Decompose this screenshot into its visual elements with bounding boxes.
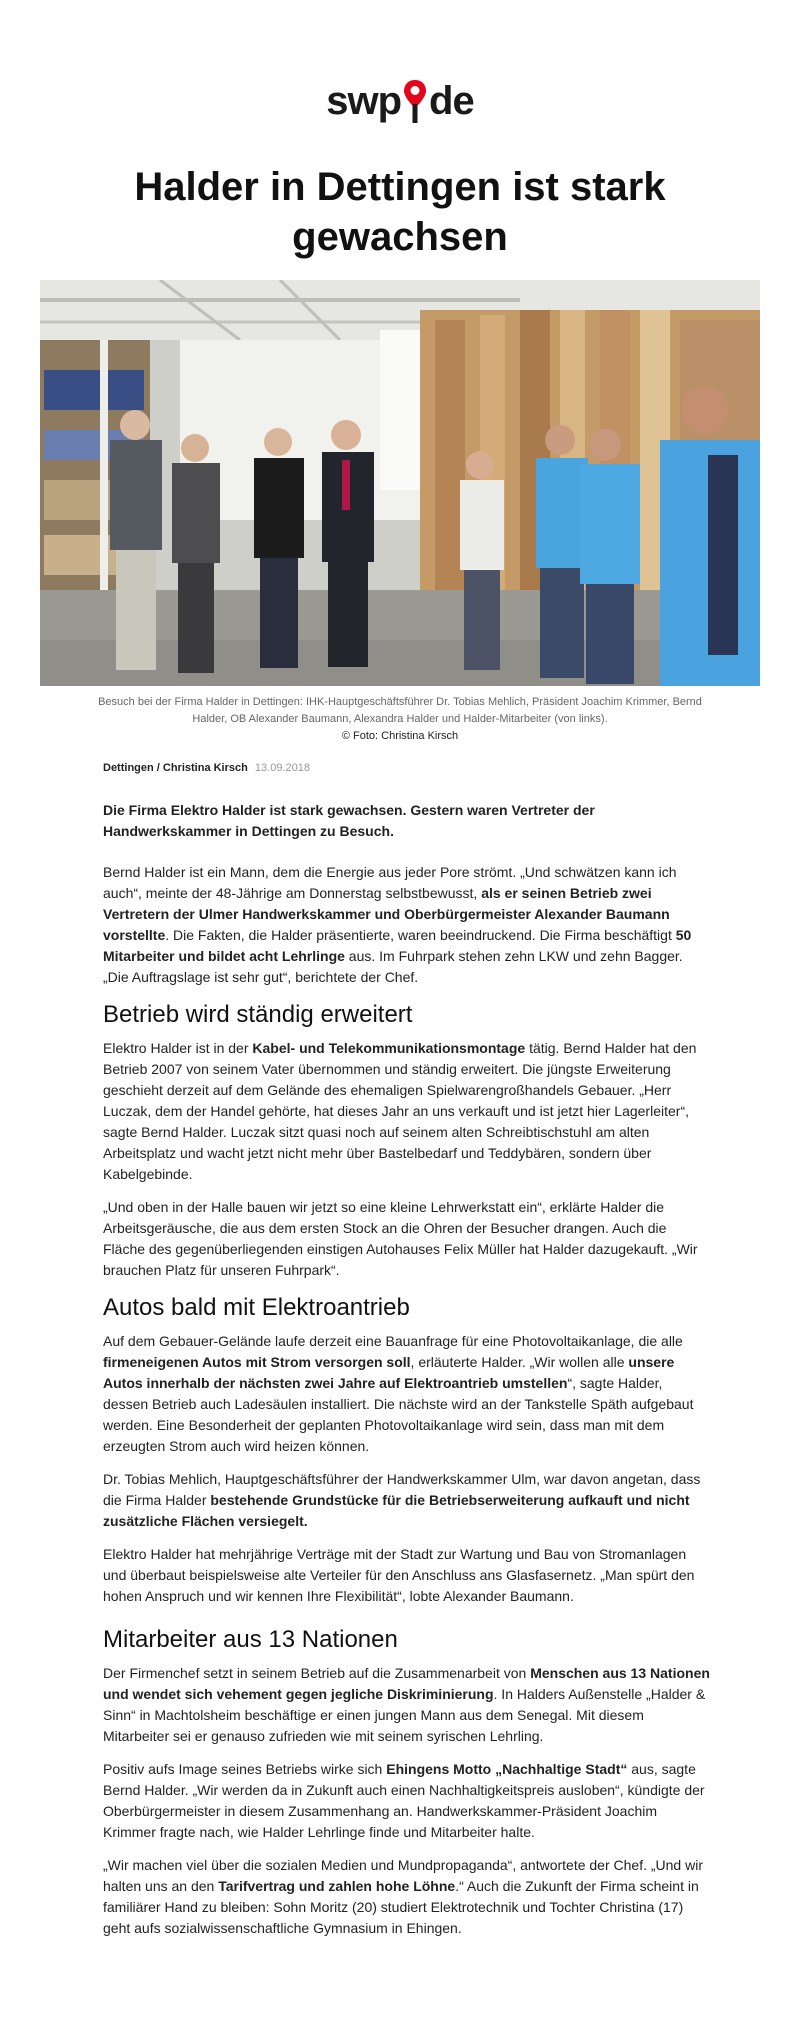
- caption-text: Besuch bei der Firma Halder in Dettingen: IHK-Hauptgeschäftsführer Dr. Tobias Mehlich, Präsident Joachim Krimmer, Bernd Halder, OB Alexander Baumann, Alexandra Halder und Halder-Mitarbeiter (von links).: [98, 696, 702, 725]
- paragraph-8-text-c: aus, sagte Bernd Halder. „Wir werden da in Zukunft auch einen Nachhaltigkeitspreis ausloben“, kündigte der Oberbürgermeister in diesem Zusammenhang an. Handwerkskammer-Präsident Joachim Krimmer fragte nach, wie Halder Lehrlinge finde und Mitarbeiter halte.: [103, 1761, 705, 1840]
- paragraph-8-text-a: Positiv aufs Image seines Betriebs wirke sich: [103, 1761, 387, 1777]
- paragraph-5-bold-b: bestehende Grundstücke für die Betriebserweiterung aufkauft und nicht zusätzliche Flächen versiegelt.: [103, 1492, 690, 1529]
- paragraph-8: [103, 1759, 711, 1843]
- logo-text-de: de: [429, 79, 474, 123]
- paragraph-7: [103, 1663, 711, 1747]
- paragraph-2-text-c: tätig. Bernd Halder hat den Betrieb 2007 von seinem Vater übernommen und ständig erweitert. Die jüngste Erweiterung geschieht derzeit auf dem Gelände des ehemaligen Spielwarengroßhandels Gebauer. „Herr Luczak, dem der Handel gehörte, hat dieses Jahr an uns verkauft und ist jetzt hier Lagerleiter“, sagte Bernd Halder. Luczak sitzt quasi noch auf seinem alten Schreibtischstuhl am alten Arbeitsplatz und wacht jetzt nicht mehr über Bastelbedarf und Teddybären, sondern über Kabelgebinde.: [103, 1040, 697, 1182]
- article-body: [103, 800, 711, 1951]
- paragraph-6: Elektro Halder hat mehrjährige Verträge mit der Stadt zur Wartung und Bau von Stromanlagen und überbaut beispielsweise alte Verteiler für den Anschluss ans Glasfasernetz. „Man spürt den hohen Anspruch und wir kennen Ihre Flexibilität“, lobte Alexander Baumann.: [103, 1546, 695, 1604]
- byline-author: Dettingen / Christina Kirsch: [103, 762, 248, 774]
- article-photo-image: [40, 280, 760, 686]
- paragraph-1: [103, 862, 711, 988]
- paragraph-4-text-e: “, sagte Halder, dessen Betrieb auch Ladesäulen installiert. Die nächste wird an der Tankstelle Späth aufgebaut werden. Eine Besonderheit der geplanten Photovoltaikanlage wird sein, dass man mit dem erzeugten Strom auch wird heizen können.: [103, 1375, 694, 1454]
- byline-date: 13.09.2018: [254, 762, 310, 774]
- map-pin-icon: [402, 78, 428, 124]
- photo-caption: [80, 694, 720, 745]
- article-headline: Halder in Dettingen ist stark gewachsen: [134, 165, 666, 259]
- site-logo[interactable]: [0, 78, 800, 124]
- paragraph-3: „Und oben in der Halle bauen wir jetzt so eine kleine Lehrwerkstatt ein“, erklärte Halder die Arbeitsgeräusche, die aus dem ersten Stock an die Ohren der Besucher drangen. Auch die Fläche des gegenüberliegenden einstigen Autohauses Felix Müller hat Halder dazugekauft. „Wir brauchen Platz für unseren Fuhrpark“.: [103, 1199, 698, 1278]
- paragraph-1-text-a: Bernd Halder ist ein Mann, dem die Energie aus jeder Pore strömt. „Und schwätzen kann ich auch“, meinte der 48-Jährige am Donnerstag selbstbewusst,: [103, 864, 677, 901]
- paragraph-7-bold-b: Menschen aus 13 Nationen und wendet sich vehement gegen jegliche Diskriminierung: [103, 1665, 710, 1702]
- paragraph-4-bold-b: firmeneigenen Autos mit Strom versorgen soll: [103, 1354, 411, 1370]
- paragraph-5: [103, 1469, 711, 1532]
- section-heading-1: Betrieb wird ständig erweitert: [103, 1001, 413, 1028]
- article-photo: [40, 280, 760, 686]
- paragraph-4: [103, 1331, 711, 1457]
- paragraph-1-text-e: aus. Im Fuhrpark stehen zehn LKW und zehn Bagger. „Die Auftragslage ist sehr gut“, berichtete der Chef.: [103, 948, 683, 985]
- paragraph-4-bold-d: unsere Autos innerhalb der nächsten zwei Jahre auf Elektroantrieb umstellen: [103, 1354, 675, 1391]
- article-lead: Die Firma Elektro Halder ist stark gewachsen. Gestern waren Vertreter der Handwerkskammer in Dettingen zu Besuch.: [103, 802, 595, 839]
- photo-credit: © Foto: Christina Kirsch: [341, 730, 459, 742]
- paragraph-4-text-c: , erläuterte Halder. „Wir wollen alle: [410, 1354, 629, 1370]
- paragraph-2: [103, 1038, 711, 1185]
- paragraph-7-text-a: Der Firmenchef setzt in seinem Betrieb auf die Zusammenarbeit von: [103, 1665, 531, 1681]
- section-heading-2: Autos bald mit Elektroantrieb: [103, 1294, 410, 1321]
- paragraph-1-bold-b: als er seinen Betrieb zwei Vertretern der Ulmer Handwerkskammer und Oberbürgermeister Alexander Baumann vorstellte: [103, 885, 670, 943]
- paragraph-2-bold-b: Kabel- und Telekommunikationsmontage: [252, 1040, 526, 1056]
- logo-text-swp: swp: [326, 79, 402, 123]
- section-heading-3: Mitarbeiter aus 13 Nationen: [103, 1626, 398, 1653]
- paragraph-9-text-a: „Wir machen viel über die sozialen Medien und Mundpropaganda“, antwortete der Chef. „Und wir halten uns an den: [103, 1857, 703, 1894]
- paragraph-5-text-a: Dr. Tobias Mehlich, Hauptgeschäftsführer der Handwerkskammer Ulm, war davon angetan, dass die Firma Halder: [103, 1471, 701, 1508]
- paragraph-4-text-a: Auf dem Gebauer-Gelände laufe derzeit eine Bauanfrage für eine Photovoltaikanlage, die alle: [103, 1333, 683, 1349]
- paragraph-7-text-c: . In Halders Außenstelle „Halder & Sinn“ in Machtolsheim beschäftige er einen jungen Mann aus dem Senegal. Mit diesem Mitarbeiter sei er genauso zufrieden wie mit seinem syrischen Lehrling.: [103, 1686, 706, 1744]
- paragraph-2-text-a: Elektro Halder ist in der: [103, 1040, 253, 1056]
- paragraph-1-text-c: . Die Fakten, die Halder präsentierte, waren beeindruckend. Die Firma beschäftigt: [165, 927, 676, 943]
- paragraph-9-bold-b: Tarifvertrag und zahlen hohe Löhne: [218, 1878, 456, 1894]
- paragraph-9-text-c: .“ Auch die Zukunft der Firma scheint in familiärer Hand zu bleiben: Sohn Moritz (20) studiert Elektrotechnik und Tochter Christina (17) geht aufs sozialwissenschaftliche Gymnasium in Ehingen.: [103, 1878, 699, 1936]
- paragraph-8-bold-b: Ehingens Motto „Nachhaltige Stadt“: [386, 1761, 628, 1777]
- paragraph-9: [103, 1855, 711, 1939]
- byline: [103, 762, 310, 774]
- paragraph-1-bold-d: 50 Mitarbeiter und bildet acht Lehrlinge: [103, 927, 692, 964]
